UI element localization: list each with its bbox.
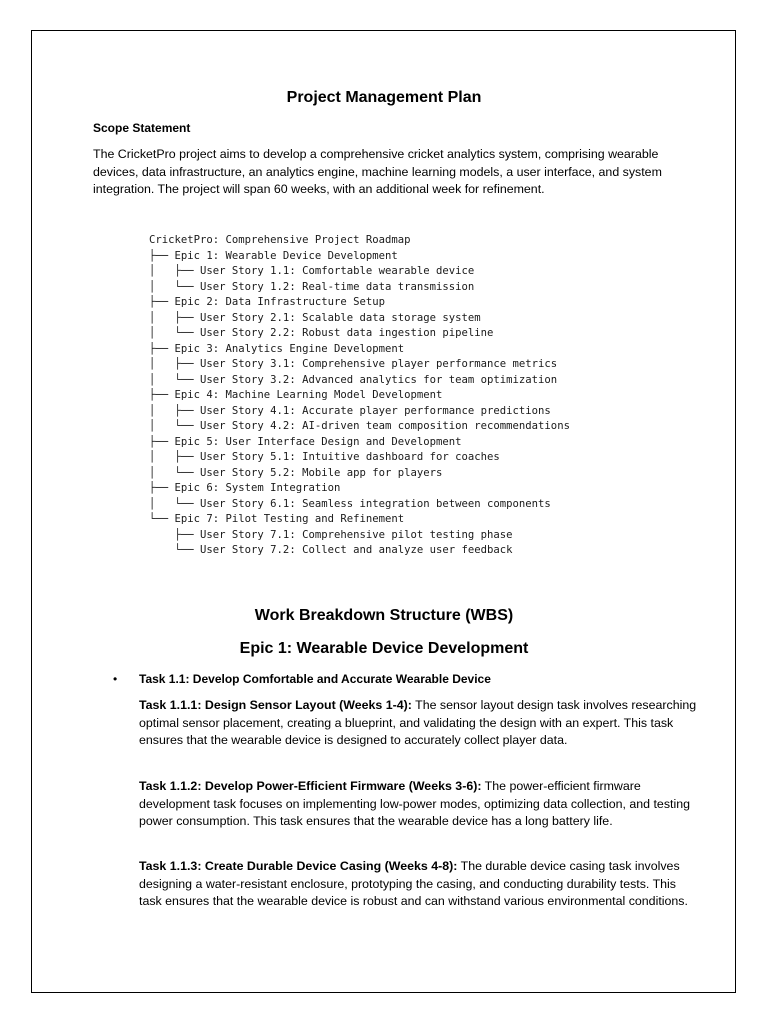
subtask-description: The durable device casing task involves designing a water-resistant enclosure, prototyping the casing, and conducting durability tests. This task ensures that the wearable device is robust and can withstand various environmental conditions. bbox=[139, 859, 688, 908]
roadmap-story-7-1: ├── User Story 7.1: Comprehensive pilot testing phase bbox=[149, 528, 513, 541]
roadmap-epic-6: ├── Epic 6: System Integration bbox=[149, 482, 341, 494]
roadmap-title: CricketPro: Comprehensive Project Roadmap bbox=[149, 234, 411, 246]
document-title: Project Management Plan bbox=[286, 89, 482, 106]
roadmap-story-3-2: │ └── User Story 3.2: Advanced analytics for team optimization bbox=[149, 373, 558, 386]
roadmap-story-3-1: │ ├── User Story 3.1: Comprehensive player performance metrics bbox=[149, 358, 558, 370]
roadmap-story-2-2: │ └── User Story 2.2: Robust data ingestion pipeline bbox=[149, 327, 494, 339]
project-roadmap-tree bbox=[149, 233, 570, 559]
roadmap-story-1-1: │ ├── User Story 1.1: Comfortable wearable device bbox=[149, 265, 475, 277]
roadmap-story-4-2: │ └── User Story 4.2: AI-driven team composition recommendations bbox=[149, 420, 570, 432]
scope-statement-heading: Scope Statement bbox=[93, 121, 191, 135]
subtask-description: The sensor layout design task involves researching optimal sensor placement, creating a blueprint, and validating the design with an expert. This task ensures that the wearable device is designed to accurately collect player data. bbox=[139, 698, 697, 747]
subtask-1-1-3 bbox=[139, 858, 699, 911]
roadmap-epic-7: └── Epic 7: Pilot Testing and Refinement bbox=[149, 513, 405, 525]
subtask-label: Task 1.1.2: Develop Power-Efficient Firmware (Weeks 3-6): bbox=[139, 779, 482, 793]
roadmap-story-7-2: └── User Story 7.2: Collect and analyze user feedback bbox=[149, 544, 513, 556]
roadmap-epic-2: ├── Epic 2: Data Infrastructure Setup bbox=[149, 296, 385, 308]
roadmap-story-4-1: │ ├── User Story 4.1: Accurate player performance predictions bbox=[149, 404, 551, 417]
subtask-1-1-1 bbox=[139, 697, 699, 750]
roadmap-story-5-2: │ └── User Story 5.2: Mobile app for players bbox=[149, 466, 443, 479]
epic-1-heading: Epic 1: Wearable Device Development bbox=[239, 640, 529, 657]
scope-statement-text: The CricketPro project aims to develop a comprehensive cricket analytics system, comprising wearable devices, data infrastructure, an analytics engine, machine learning models, a user interface, and system integration. The project will span 60 weeks, with an additional week for refinement. bbox=[93, 147, 662, 196]
roadmap-story-5-1: │ ├── User Story 5.1: Intuitive dashboard for coaches bbox=[149, 451, 500, 463]
wbs-heading: Work Breakdown Structure (WBS) bbox=[254, 607, 514, 624]
roadmap-epic-4: ├── Epic 4: Machine Learning Model Development bbox=[149, 389, 443, 401]
task-1-1-heading: Task 1.1: Develop Comfortable and Accurate Wearable Device bbox=[139, 672, 491, 686]
subtask-label: Task 1.1.3: Create Durable Device Casing (Weeks 4-8): bbox=[139, 859, 458, 873]
roadmap-epic-1: ├── Epic 1: Wearable Device Development bbox=[149, 249, 398, 262]
subtask-label: Task 1.1.1: Design Sensor Layout (Weeks 1-4): bbox=[139, 698, 412, 712]
roadmap-story-6-1: │ └── User Story 6.1: Seamless integration between components bbox=[149, 497, 551, 510]
subtask-1-1-2 bbox=[139, 778, 699, 831]
roadmap-story-1-2: │ └── User Story 1.2: Real-time data transmission bbox=[149, 280, 475, 293]
roadmap-epic-3: ├── Epic 3: Analytics Engine Development bbox=[149, 342, 405, 355]
subtask-description: The power-efficient firmware development task focuses on implementing low-power modes, optimizing data collection, and testing power consumption. This task ensures that the wearable device has a long battery life. bbox=[139, 779, 690, 828]
roadmap-epic-5: ├── Epic 5: User Interface Design and Development bbox=[149, 435, 462, 448]
bullet-icon: • bbox=[113, 672, 118, 686]
roadmap-story-2-1: │ ├── User Story 2.1: Scalable data storage system bbox=[149, 311, 481, 324]
